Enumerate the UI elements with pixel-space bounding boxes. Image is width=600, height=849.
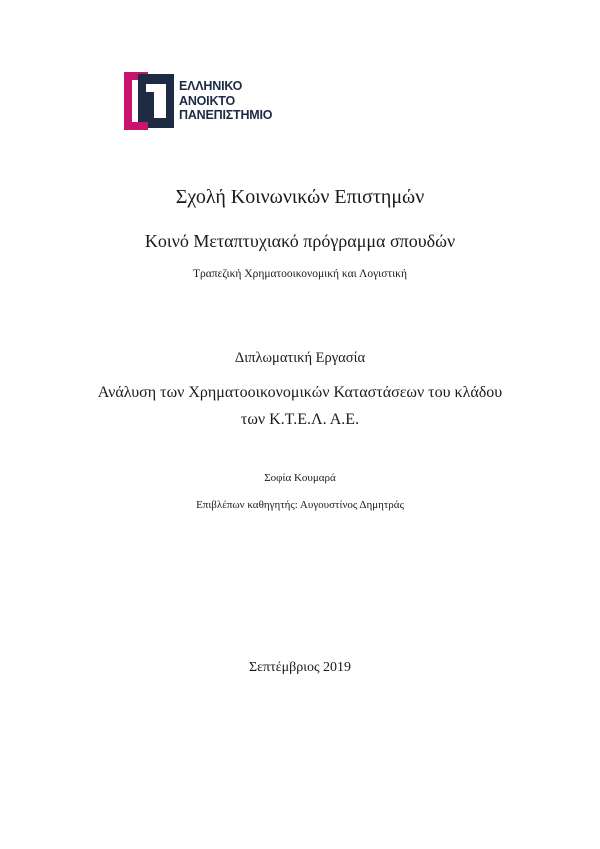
thesis-title-line-1: Ανάλυση των Χρηματοοικονομικών Καταστάσεων του κλάδου — [97, 384, 503, 401]
university-logo — [124, 72, 284, 130]
logo-line-3: ΠΑΝΕΠΙΣΤΗΜΙΟ — [179, 108, 273, 122]
school-heading: Σχολή Κοινωνικών Επιστημών — [175, 186, 425, 208]
supervisor-line: Επιβλέπων καθηγητής: Αυγουστίνος Δημητράς — [196, 499, 404, 511]
thesis-label: Διπλωματική Εργασία — [234, 350, 366, 366]
specialization-text: Τραπεζική Χρηματοοικονομική και Λογιστική — [193, 268, 407, 280]
logo-wordmark — [179, 79, 272, 123]
logo-line-2: ΑΝΟΙΚΤΟ — [179, 93, 236, 108]
date-text: Σεπτέμβριος 2019 — [248, 660, 352, 675]
thesis-title-line-2: των Κ.Τ.Ε.Λ. Α.Ε. — [240, 411, 360, 428]
author-name: Σοφία Κουμαρά — [264, 472, 336, 484]
logo-line-1: ΕΛΛΗΝΙΚΟ — [179, 79, 243, 93]
logo-emblem-icon — [124, 72, 176, 130]
program-heading: Κοινό Μεταπτυχιακό πρόγραμμα σπουδών — [144, 231, 456, 251]
